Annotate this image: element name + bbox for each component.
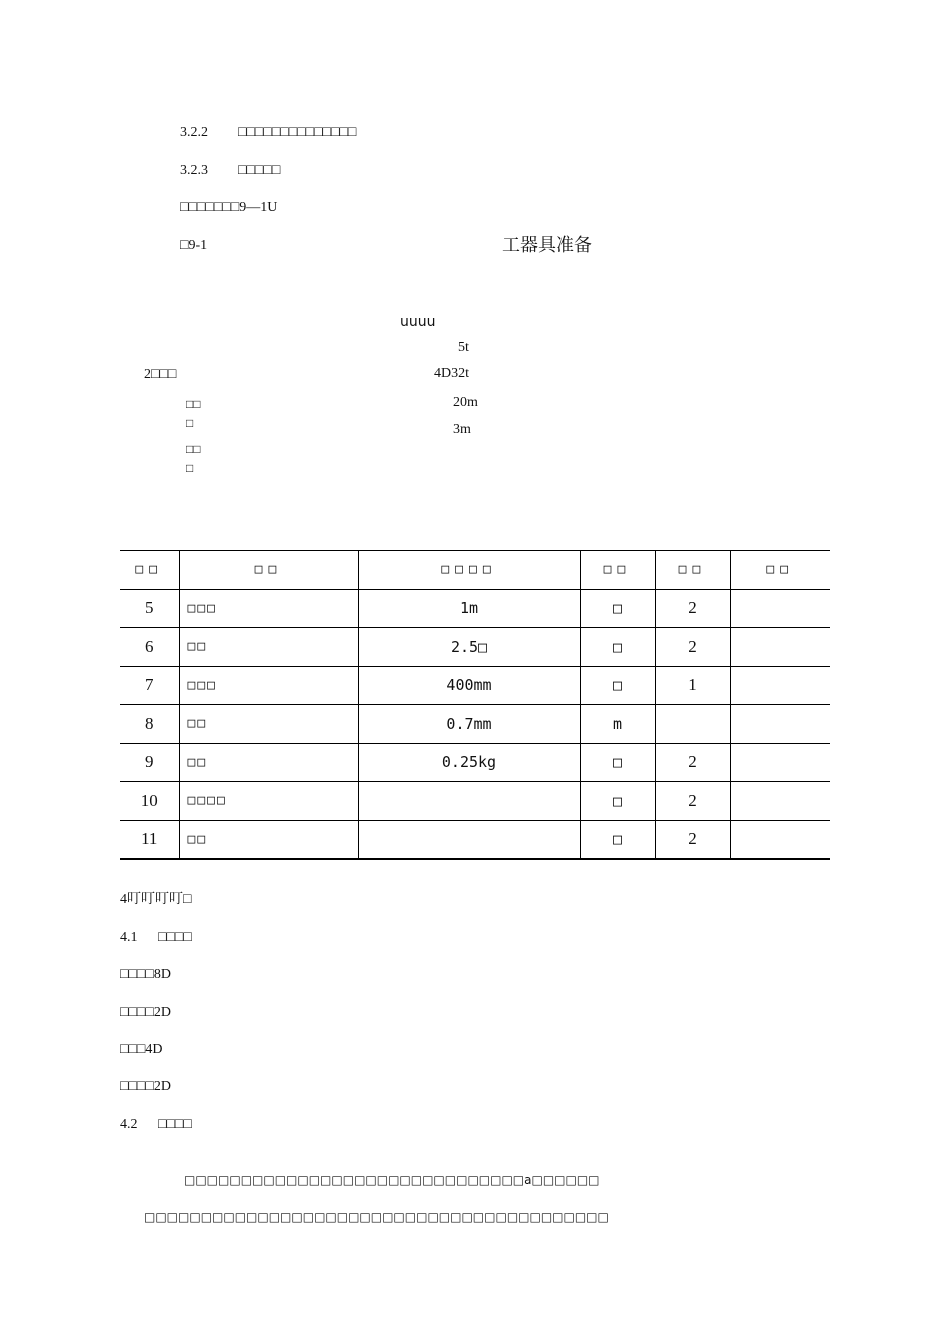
value-3m: 3m — [453, 422, 471, 437]
cell-spec — [358, 820, 580, 859]
value-4d32t: 4D32t — [434, 366, 469, 381]
cell-index: 7 — [120, 666, 179, 705]
cell-unit: □ — [580, 666, 655, 705]
fragment-label-3: □□ — [186, 442, 201, 456]
cell-qty — [655, 705, 730, 744]
cell-unit: □ — [580, 589, 655, 628]
table-row — [120, 820, 830, 859]
table-label: □9-1 — [180, 238, 208, 253]
cell-unit: m — [580, 705, 655, 744]
staff-line-2: □□□□2D — [120, 1005, 171, 1020]
staff-line-1: □□□□8D — [120, 967, 171, 982]
cell-remark — [730, 666, 830, 705]
cell-name: □□□ — [179, 589, 358, 628]
section-4-2-title: □□□□ — [158, 1117, 192, 1132]
cell-remark — [730, 589, 830, 628]
cell-name: □□ — [179, 820, 358, 859]
see-table-line: □□□□□□□9—1U — [180, 200, 278, 215]
cell-spec: 1m — [358, 589, 580, 628]
staff-line-3: □□□4D — [120, 1042, 163, 1057]
cell-remark — [730, 782, 830, 821]
fragment-label-2: □ — [186, 416, 194, 430]
header-spec: □□□□ — [358, 551, 580, 590]
header-name: □□ — [179, 551, 358, 590]
table-title: 工器具准备 — [502, 235, 592, 256]
cell-remark — [730, 743, 830, 782]
cell-index: 9 — [120, 743, 179, 782]
table-row — [120, 666, 830, 705]
cell-qty: 1 — [655, 666, 730, 705]
table-row — [120, 589, 830, 628]
cell-index: 8 — [120, 705, 179, 744]
section-3-2-3-title: □□□□□ — [238, 163, 281, 178]
cell-remark — [730, 628, 830, 667]
section-3-2-3-number: 3.2.3 — [180, 163, 208, 178]
cell-qty: 2 — [655, 820, 730, 859]
table-row — [120, 782, 830, 821]
cell-qty: 2 — [655, 589, 730, 628]
item-2-label: 2□□□ — [144, 367, 177, 382]
cell-index: 5 — [120, 589, 179, 628]
fragment-label-4: □ — [186, 461, 194, 475]
cell-name: □□ — [179, 628, 358, 667]
fragment-label-1: □□ — [186, 397, 201, 411]
cell-name: □□□□ — [179, 782, 358, 821]
cell-spec: 2.5□ — [358, 628, 580, 667]
cell-qty: 2 — [655, 743, 730, 782]
table-row — [120, 705, 830, 744]
cell-qty: 2 — [655, 782, 730, 821]
cell-qty: 2 — [655, 628, 730, 667]
section-4-1-number: 4.1 — [120, 930, 138, 945]
value-20m: 20m — [453, 395, 478, 410]
cell-name: □□ — [179, 705, 358, 744]
tools-table — [120, 550, 830, 860]
staff-line-4: □□□□2D — [120, 1079, 171, 1094]
section-3-2-2-title: □□□□□□□□□□□□□□ — [238, 125, 357, 140]
cell-unit: □ — [580, 820, 655, 859]
cell-spec: 0.25kg — [358, 743, 580, 782]
cell-index: 11 — [120, 820, 179, 859]
section-4-heading: 4叮叮叮叮□ — [120, 892, 192, 907]
cell-unit: □ — [580, 743, 655, 782]
cell-unit: □ — [580, 782, 655, 821]
cell-index: 6 — [120, 628, 179, 667]
header-unit: □□ — [580, 551, 655, 590]
cell-remark — [730, 705, 830, 744]
section-3-2-2-number: 3.2.2 — [180, 125, 208, 140]
value-5t: 5t — [458, 340, 469, 355]
paragraph-line-2: □□□□□□□□□□□□□□□□□□□□□□□□□□□□□□□□□□□□□□□□□ — [144, 1210, 609, 1224]
header-index: □□ — [120, 551, 179, 590]
header-remark: □□ — [730, 551, 830, 590]
cell-name: □□ — [179, 743, 358, 782]
cell-name: □□□ — [179, 666, 358, 705]
cell-spec: 0.7mm — [358, 705, 580, 744]
paragraph-line-1: □□□□□□□□□□□□□□□□□□□□□□□□□□□□□□a□□□□□□ — [184, 1173, 600, 1187]
cell-spec: 400mm — [358, 666, 580, 705]
cell-remark — [730, 820, 830, 859]
table-row — [120, 743, 830, 782]
table-row — [120, 628, 830, 667]
cell-unit: □ — [580, 628, 655, 667]
cell-index: 10 — [120, 782, 179, 821]
garbled-text: uuuu — [400, 314, 436, 330]
header-qty: □□ — [655, 551, 730, 590]
table-header-row — [120, 551, 830, 590]
section-4-1-title: □□□□ — [158, 930, 192, 945]
section-4-2-number: 4.2 — [120, 1117, 138, 1132]
cell-spec — [358, 782, 580, 821]
